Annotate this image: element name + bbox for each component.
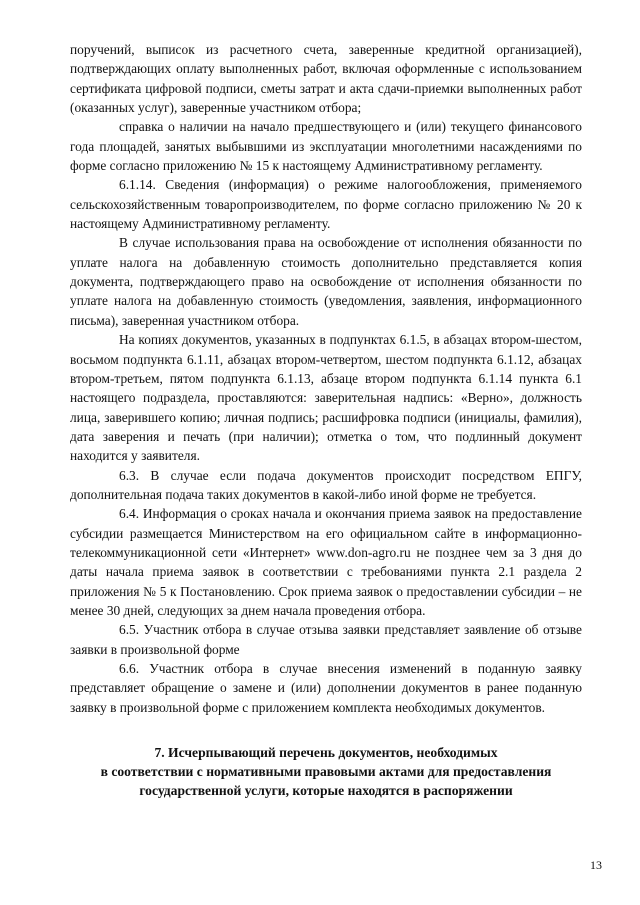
heading-line-2: в соответствии с нормативными правовыми актами для предоставления	[100, 764, 552, 780]
section-heading	[70, 743, 582, 800]
paragraph-continuation: поручений, выписок из расчетного счета, заверенные кредитной организацией), подтверждающих оплату выполненных работ, включая оформленные с использованием сертификата цифровой подписи, сметы затрат и акта сдачи-приемки выполненных работ (оказанных услуг), заверенные участником отбора;	[70, 42, 582, 116]
paragraph-vat-exemption: В случае использования права на освобождение от исполнения обязанности по уплате налога на добавленную стоимость дополнительно представляется копия документа, подтверждающего право на освобождение от исполнения обязанности по уплате налога на добавленную стоимость (уведомления, заявления, информационного письма), заверенная участником отбора.	[70, 235, 582, 328]
heading-line-3: государственной услуги, которые находятся в распоряжении	[139, 783, 513, 799]
paragraph-6-3: 6.3. В случае если подача документов происходит посредством ЕПГУ, дополнительная подача таких документов в какой-либо иной форме не требуется.	[70, 467, 582, 502]
paragraph-6-6: 6.6. Участник отбора в случае внесения изменений в поданную заявку представляет обращение о замене и (или) дополнении документов в ранее поданную заявку в произвольной форме с приложением комплекта необходимых документов.	[70, 661, 582, 715]
page-number: 13	[590, 858, 602, 872]
paragraph-certificate-plantings: справка о наличии на начало предшествующего и (или) текущего финансового года площадей, занятых выбывшими из эксплуатации многолетними насаждениями по форме согласно приложению № 15 к настоящему Административному регламенту.	[70, 119, 582, 174]
paragraph-6-5: 6.5. Участник отбора в случае отзыва заявки представляет заявление об отзыве заявки в произвольной форме	[70, 622, 582, 657]
heading-line-1: 7. Исчерпывающий перечень документов, необходимых	[154, 745, 498, 761]
body-text	[70, 40, 582, 717]
paragraph-6-4: 6.4. Информация о сроках начала и окончания приема заявок на предоставление субсидии размещается Министерством на его официальном сайте в информационно-телекоммуникационной сети «Интернет» www.don-agro.ru не позднее чем за 3 дня до даты начала приема заявок в соответствии с требованиями пункта 2.1 раздела 2 приложения № 5 к Постановлению. Срок приема заявок о предоставлении субсидии – не менее 30 дней, следующих за днем начала проведения отбора.	[70, 506, 582, 618]
paragraph-6-1-14: 6.1.14. Сведения (информация) о режиме налогообложения, применяемого сельскохозяйственным товаропроизводителем, по форме согласно приложению № 20 к настоящему Административному регламенту.	[70, 177, 582, 232]
paragraph-copy-certification: На копиях документов, указанных в подпунктах 6.1.5, в абзацах втором-шестом, восьмом подпункта 6.1.11, абзацах втором-четвертом, шестом подпункта 6.1.12, абзацах втором-третьем, пятом подпункта 6.1.13, абзаце втором подпункта 6.1.14 пункта 6.1 настоящего подраздела, проставляются: заверительная надпись: «Верно», должность лица, заверившего копию; личная подпись; расшифровка подписи (инициалы, фамилия), дата заверения и печать (при наличии); отметка о том, что подлинный документ находится у заявителя.	[70, 332, 582, 464]
